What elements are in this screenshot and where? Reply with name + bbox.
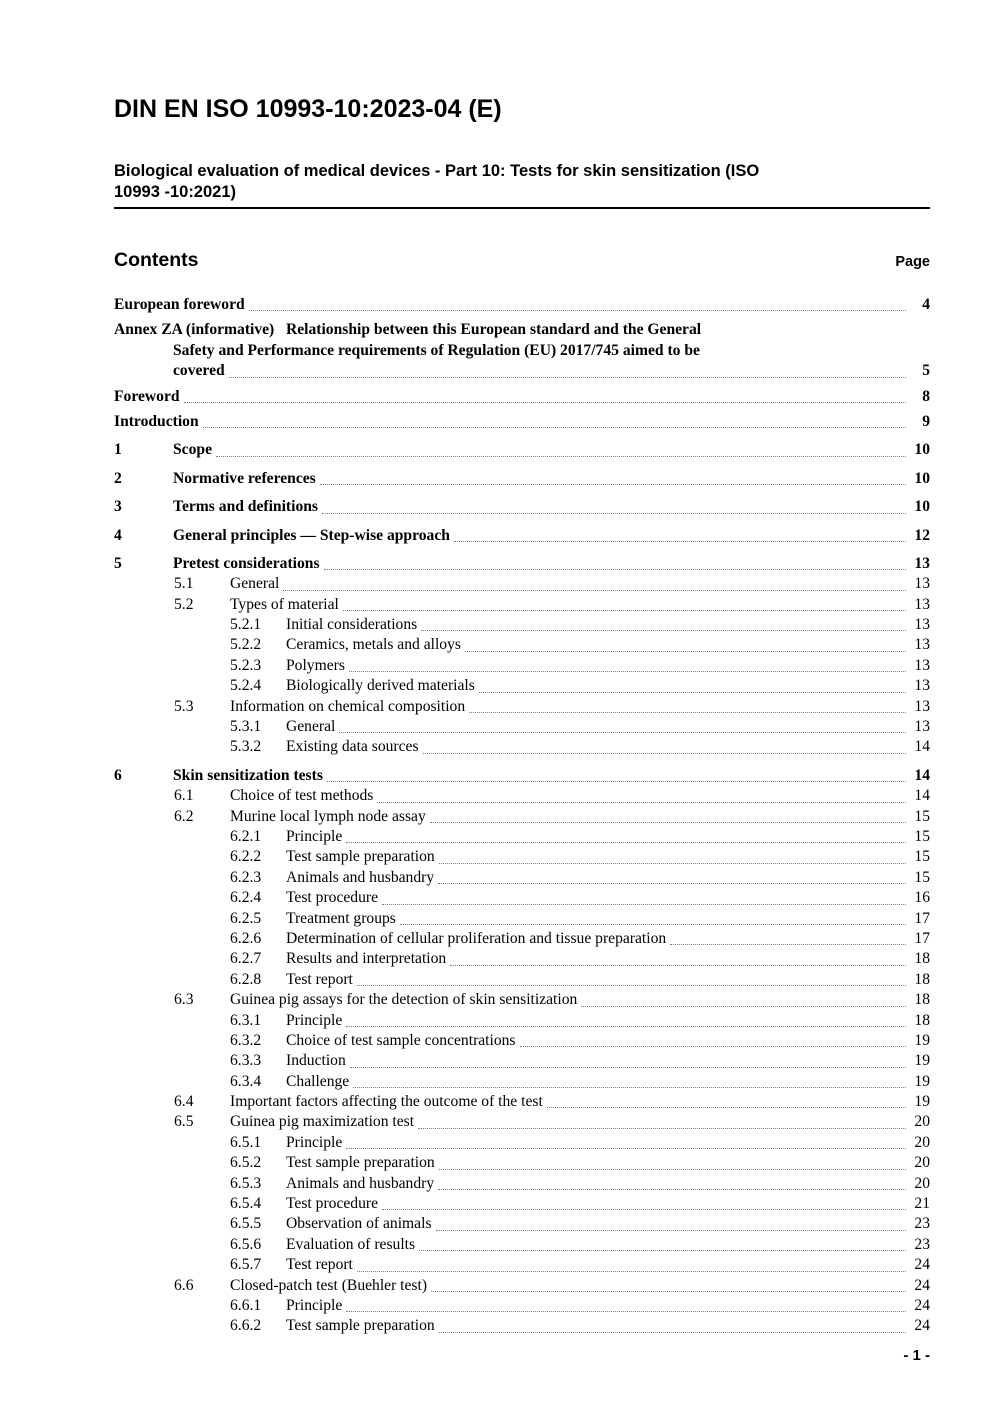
toc-leader-dots bbox=[438, 1189, 906, 1190]
toc-leader-dots bbox=[249, 310, 906, 311]
toc-entry-page: 13 bbox=[914, 636, 930, 654]
toc-leader-dots bbox=[547, 1107, 906, 1108]
toc-entry-page: 20 bbox=[914, 1154, 930, 1172]
toc-entry bbox=[114, 341, 930, 361]
toc-entry-label: Annex ZA (informative) Relationship between this European standard and the General bbox=[114, 321, 702, 339]
toc-entry-page: 8 bbox=[922, 387, 930, 405]
toc-entry-label: Choice of test sample concentrations bbox=[286, 1031, 516, 1049]
document-title: DIN EN ISO 10993-10:2023-04 (E) bbox=[114, 95, 502, 123]
toc-entry bbox=[114, 888, 930, 908]
toc-leader-dots bbox=[439, 863, 906, 864]
toc-leader-dots bbox=[320, 484, 906, 485]
toc-entry bbox=[114, 412, 930, 432]
toc-leader-dots bbox=[382, 904, 906, 905]
toc-leader-dots bbox=[670, 944, 906, 945]
toc-leader-dots bbox=[479, 692, 906, 693]
toc-entry-page: 5 bbox=[922, 362, 930, 380]
toc-entry bbox=[114, 717, 930, 737]
toc-leader-dots bbox=[346, 1148, 906, 1149]
toc-leader-dots bbox=[343, 610, 906, 611]
toc-entry bbox=[114, 526, 930, 546]
toc-leader-dots bbox=[439, 1169, 906, 1170]
toc-entry bbox=[114, 1255, 930, 1275]
toc-entry-label: Skin sensitization tests bbox=[173, 766, 323, 784]
toc-entry bbox=[114, 1092, 930, 1112]
toc-entry-label: Initial considerations bbox=[286, 616, 418, 634]
toc-entry bbox=[114, 1051, 930, 1071]
toc-entry-page: 21 bbox=[914, 1195, 930, 1213]
toc-entry-label: Principle bbox=[286, 827, 343, 845]
toc-entry-page: 23 bbox=[914, 1235, 930, 1253]
toc-entry-label: Types of material bbox=[230, 595, 339, 613]
toc-leader-dots bbox=[216, 456, 906, 457]
toc-entry-number: 5.2 bbox=[174, 595, 194, 613]
toc-leader-dots bbox=[431, 1291, 906, 1292]
toc-entry-number: 5.2.1 bbox=[230, 616, 262, 634]
footer-page-number: - 1 - bbox=[903, 1347, 930, 1364]
toc-entry-page: 9 bbox=[922, 412, 930, 430]
document-subtitle bbox=[114, 161, 930, 203]
toc-entry bbox=[114, 766, 930, 786]
toc-entry-page: 15 bbox=[914, 848, 930, 866]
table-of-contents bbox=[114, 295, 930, 1337]
toc-entry-label: Closed-patch test (Buehler test) bbox=[230, 1276, 428, 1294]
toc-entry bbox=[114, 1112, 930, 1132]
toc-entry-page: 24 bbox=[914, 1317, 930, 1335]
toc-entry bbox=[114, 676, 930, 696]
toc-entry-number: 6.4 bbox=[174, 1093, 194, 1111]
toc-entry-label: Results and interpretation bbox=[286, 950, 447, 968]
toc-entry-label: European foreword bbox=[114, 296, 245, 313]
toc-entry bbox=[114, 1153, 930, 1173]
toc-entry-label: Biologically derived materials bbox=[286, 677, 475, 695]
toc-entry-label: Foreword bbox=[114, 387, 180, 405]
toc-leader-dots bbox=[346, 1026, 906, 1027]
toc-entry-page: 18 bbox=[914, 950, 930, 968]
toc-leader-dots bbox=[346, 1311, 906, 1312]
toc-entry-page: 18 bbox=[914, 1011, 930, 1029]
toc-entry-page: 24 bbox=[914, 1256, 930, 1274]
toc-entry-label: Principle bbox=[286, 1296, 343, 1314]
toc-entry-label: Ceramics, metals and alloys bbox=[286, 636, 461, 654]
toc-entry-page: 15 bbox=[914, 868, 930, 886]
toc-entry-page: 13 bbox=[914, 554, 930, 572]
page-column-label: Page bbox=[895, 254, 930, 270]
toc-entry-page: 19 bbox=[914, 1093, 930, 1111]
toc-entry-page: 13 bbox=[914, 697, 930, 715]
toc-entry-label: Important factors affecting the outcome of the test bbox=[230, 1093, 543, 1111]
toc-entry-label: Test sample preparation bbox=[286, 1317, 435, 1335]
toc-entry-number: 6.6.2 bbox=[230, 1317, 262, 1335]
toc-entry-number: 5.3.2 bbox=[230, 738, 262, 756]
toc-entry-label: Choice of test methods bbox=[230, 787, 374, 805]
toc-entry-number: 6.2.2 bbox=[230, 848, 262, 866]
toc-entry-page: 12 bbox=[914, 526, 930, 544]
toc-entry-number: 6.2.8 bbox=[230, 970, 262, 988]
toc-entry-page: 13 bbox=[914, 595, 930, 613]
toc-entry bbox=[114, 635, 930, 655]
toc-entry-page: 20 bbox=[914, 1174, 930, 1192]
toc-entry bbox=[114, 737, 930, 757]
document-subtitle-line2: 10993 -10:2021) bbox=[114, 183, 237, 201]
toc-entry-number: 6.2 bbox=[174, 807, 194, 825]
toc-leader-dots bbox=[450, 965, 906, 966]
toc-leader-dots bbox=[430, 822, 906, 823]
toc-entry-number: 6.2.1 bbox=[230, 827, 262, 845]
toc-entry-number: 6.3 bbox=[174, 991, 194, 1009]
toc-entry bbox=[114, 1214, 930, 1234]
toc-leader-dots bbox=[339, 732, 906, 733]
toc-entry bbox=[114, 1031, 930, 1051]
toc-entry-page: 23 bbox=[914, 1215, 930, 1233]
toc-entry bbox=[114, 497, 930, 517]
toc-leader-dots bbox=[418, 1128, 906, 1129]
toc-entry bbox=[114, 574, 930, 594]
toc-entry-label: Evaluation of results bbox=[286, 1235, 416, 1253]
toc-entry-label: Animals and husbandry bbox=[286, 1174, 435, 1192]
toc-leader-dots bbox=[421, 630, 906, 631]
toc-entry-number: 6.5.3 bbox=[230, 1174, 262, 1192]
toc-entry bbox=[114, 909, 930, 929]
toc-entry-number: 5.2.2 bbox=[230, 636, 262, 654]
toc-entry-page: 13 bbox=[914, 718, 930, 736]
toc-entry-label: Test procedure bbox=[286, 889, 378, 907]
toc-entry-label: Animals and husbandry bbox=[286, 868, 435, 886]
toc-entry bbox=[114, 440, 930, 460]
toc-leader-dots bbox=[465, 651, 906, 652]
toc-entry bbox=[114, 1276, 930, 1296]
toc-entry-label: Introduction bbox=[114, 412, 199, 430]
toc-entry-label: Information on chemical composition bbox=[230, 697, 466, 715]
toc-entry-number: 6.5.6 bbox=[230, 1235, 262, 1253]
toc-entry-label: Test sample preparation bbox=[286, 1154, 435, 1172]
toc-entry-label: Observation of animals bbox=[286, 1215, 432, 1233]
toc-entry-label: covered bbox=[173, 362, 225, 380]
toc-entry-label: General bbox=[230, 575, 280, 593]
toc-leader-dots bbox=[382, 1209, 906, 1210]
toc-entry-number: 6.2.6 bbox=[230, 929, 262, 947]
toc-entry bbox=[114, 1235, 930, 1255]
toc-entry bbox=[114, 697, 930, 717]
toc-entry-number: 6.3.1 bbox=[230, 1011, 262, 1029]
toc-entry-page: 18 bbox=[914, 991, 930, 1009]
toc-entry-label: Test procedure bbox=[286, 1195, 378, 1213]
toc-entry-label: Polymers bbox=[286, 656, 345, 674]
toc-entry bbox=[114, 868, 930, 888]
toc-entry bbox=[114, 554, 930, 574]
toc-entry-label: General principles — Step-wise approach bbox=[173, 526, 450, 544]
toc-entry-page: 14 bbox=[914, 787, 930, 805]
toc-entry-number: 6.2.5 bbox=[230, 909, 262, 927]
toc-entry-page: 13 bbox=[914, 677, 930, 695]
toc-leader-dots bbox=[357, 1271, 906, 1272]
toc-entry-label: Safety and Performance requirements of Regulation (EU) 2017/745 aimed to be bbox=[173, 341, 700, 359]
toc-leader-dots bbox=[327, 781, 906, 782]
toc-entry-label: Terms and definitions bbox=[173, 498, 318, 516]
toc-entry-number: 6 bbox=[114, 766, 122, 784]
toc-entry bbox=[114, 847, 930, 867]
toc-entry bbox=[114, 990, 930, 1010]
toc-entry-number: 6.5 bbox=[174, 1113, 194, 1131]
toc-leader-dots bbox=[438, 883, 906, 884]
toc-entry bbox=[114, 1316, 930, 1336]
toc-leader-dots bbox=[439, 1332, 906, 1333]
toc-entry-number: 5.1 bbox=[174, 575, 194, 593]
toc-entry-label: Guinea pig assays for the detection of skin sensitization bbox=[230, 991, 578, 1009]
toc-entry-number: 4 bbox=[114, 526, 122, 544]
toc-leader-dots bbox=[423, 753, 906, 754]
toc-entry bbox=[114, 929, 930, 949]
toc-entry-page: 17 bbox=[914, 929, 930, 947]
toc-entry-page: 20 bbox=[914, 1133, 930, 1151]
toc-leader-dots bbox=[419, 1250, 906, 1251]
toc-entry-label: Principle bbox=[286, 1133, 343, 1151]
toc-entry bbox=[114, 786, 930, 806]
toc-entry bbox=[114, 1174, 930, 1194]
toc-entry bbox=[114, 361, 930, 381]
toc-entry-number: 5.2.4 bbox=[230, 677, 262, 695]
toc-entry bbox=[114, 1133, 930, 1153]
toc-entry-page: 17 bbox=[914, 909, 930, 927]
toc-entry-number: 3 bbox=[114, 498, 122, 516]
toc-entry bbox=[114, 656, 930, 676]
toc-entry-number: 5.2.3 bbox=[230, 656, 262, 674]
toc-leader-dots bbox=[324, 569, 906, 570]
toc-entry-number: 6.5.5 bbox=[230, 1215, 262, 1233]
toc-entry bbox=[114, 1011, 930, 1031]
toc-entry-number: 6.5.7 bbox=[230, 1256, 262, 1274]
toc-entry-label: General bbox=[286, 718, 336, 736]
toc-entry bbox=[114, 469, 930, 489]
toc-entry-page: 20 bbox=[914, 1113, 930, 1131]
toc-leader-dots bbox=[436, 1230, 906, 1231]
toc-entry-label: Determination of cellular proliferation and tissue preparation bbox=[286, 929, 667, 947]
toc-entry-page: 19 bbox=[914, 1072, 930, 1090]
toc-leader-dots bbox=[346, 842, 906, 843]
toc-entry-label: Pretest considerations bbox=[173, 554, 320, 572]
toc-entry-label: Test report bbox=[286, 970, 353, 988]
toc-entry bbox=[114, 970, 930, 990]
toc-entry-number: 6.5.4 bbox=[230, 1195, 262, 1213]
document-subtitle-line1: Biological evaluation of medical devices - Part 10: Tests for skin sensitization (ISO bbox=[114, 162, 760, 180]
toc-leader-dots bbox=[400, 924, 906, 925]
toc-entry bbox=[114, 615, 930, 635]
toc-leader-dots bbox=[322, 513, 906, 514]
header-rule bbox=[114, 207, 930, 209]
toc-entry bbox=[114, 387, 930, 407]
toc-entry-page: 13 bbox=[914, 616, 930, 634]
toc-entry-number: 1 bbox=[114, 441, 122, 459]
toc-entry bbox=[114, 807, 930, 827]
toc-entry-page: 24 bbox=[914, 1296, 930, 1314]
toc-entry-label: Treatment groups bbox=[286, 909, 396, 927]
toc-entry-page: 14 bbox=[914, 766, 930, 784]
toc-entry-label: Scope bbox=[173, 441, 212, 459]
toc-leader-dots bbox=[353, 1087, 906, 1088]
toc-entry-number: 5 bbox=[114, 554, 122, 572]
toc-entry-page: 15 bbox=[914, 807, 930, 825]
toc-entry bbox=[114, 949, 930, 969]
toc-leader-dots bbox=[357, 985, 906, 986]
toc-entry-page: 24 bbox=[914, 1276, 930, 1294]
toc-entry-number: 2 bbox=[114, 469, 122, 487]
toc-entry-page: 13 bbox=[914, 575, 930, 593]
toc-leader-dots bbox=[469, 712, 906, 713]
toc-entry-number: 6.1 bbox=[174, 787, 194, 805]
toc-entry-page: 14 bbox=[914, 738, 930, 756]
contents-header-row bbox=[114, 249, 930, 272]
toc-entry-number: 6.5.1 bbox=[230, 1133, 262, 1151]
contents-heading: Contents bbox=[114, 249, 199, 271]
toc-entry bbox=[114, 1296, 930, 1316]
toc-entry-number: 5.3 bbox=[174, 697, 194, 715]
toc-entry-label: Challenge bbox=[286, 1072, 350, 1090]
toc-entry-page: 10 bbox=[914, 498, 930, 516]
toc-entry-label: Principle bbox=[286, 1011, 343, 1029]
toc-entry-label: Guinea pig maximization test bbox=[230, 1113, 415, 1131]
toc-leader-dots bbox=[520, 1046, 906, 1047]
toc-leader-dots bbox=[377, 802, 906, 803]
toc-entry-label: Existing data sources bbox=[286, 738, 419, 756]
toc-entry-page: 19 bbox=[914, 1052, 930, 1070]
toc-entry-number: 5.3.1 bbox=[230, 718, 262, 736]
toc-entry-label: Induction bbox=[286, 1052, 346, 1070]
toc-entry-page: 10 bbox=[914, 469, 930, 487]
toc-leader-dots bbox=[454, 541, 906, 542]
toc-entry-number: 6.6 bbox=[174, 1276, 194, 1294]
toc-entry bbox=[114, 1072, 930, 1092]
toc-entry-page: 18 bbox=[914, 970, 930, 988]
toc-entry-number: 6.3.3 bbox=[230, 1052, 262, 1070]
toc-leader-dots bbox=[203, 427, 906, 428]
toc-entry-number: 6.3.2 bbox=[230, 1031, 262, 1049]
toc-entry-number: 6.3.4 bbox=[230, 1072, 262, 1090]
toc-entry-number: 6.2.3 bbox=[230, 868, 262, 886]
toc-entry-page: 19 bbox=[914, 1031, 930, 1049]
toc-entry-page: 15 bbox=[914, 827, 930, 845]
toc-entry bbox=[114, 1194, 930, 1214]
toc-entry-label: Test report bbox=[286, 1256, 353, 1274]
toc-entry bbox=[114, 320, 930, 340]
toc-entry bbox=[114, 595, 930, 615]
toc-entry-page: 4 bbox=[922, 296, 930, 313]
toc-leader-dots bbox=[283, 590, 906, 591]
toc-entry-page: 16 bbox=[914, 889, 930, 907]
toc-entry bbox=[114, 827, 930, 847]
toc-leader-dots bbox=[184, 402, 906, 403]
toc-entry-page: 13 bbox=[914, 656, 930, 674]
toc-leader-dots bbox=[229, 377, 906, 378]
toc-entry-number: 6.6.1 bbox=[230, 1296, 262, 1314]
toc-entry-number: 6.5.2 bbox=[230, 1154, 262, 1172]
toc-entry-page: 10 bbox=[914, 441, 930, 459]
toc-entry-label: Test sample preparation bbox=[286, 848, 435, 866]
toc-entry-number: 6.2.4 bbox=[230, 889, 262, 907]
toc-entry-label: Normative references bbox=[173, 469, 316, 487]
toc-entry-number: 6.2.7 bbox=[230, 950, 262, 968]
toc-leader-dots bbox=[581, 1006, 906, 1007]
toc-leader-dots bbox=[349, 671, 906, 672]
toc-entry-label: Murine local lymph node assay bbox=[230, 807, 426, 825]
toc-leader-dots bbox=[350, 1067, 906, 1068]
toc-entry bbox=[114, 295, 930, 315]
